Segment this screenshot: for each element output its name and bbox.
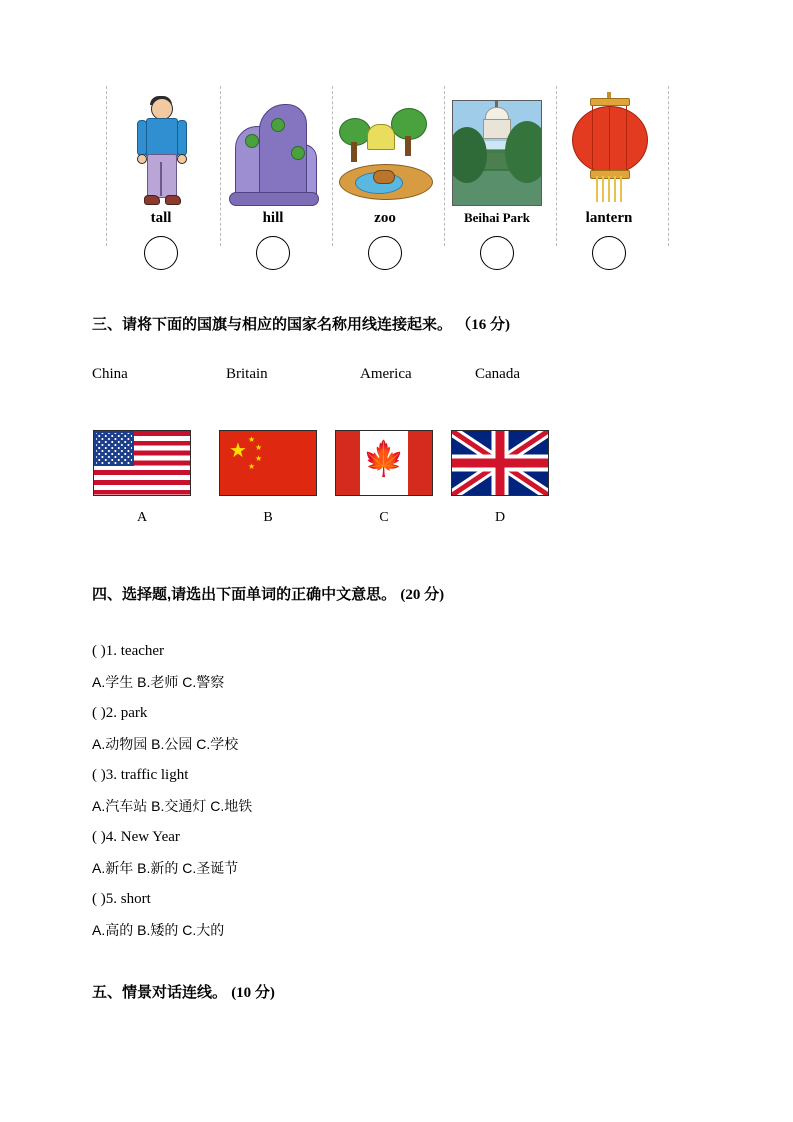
question-prompt-5[interactable]: ( )5. short xyxy=(92,891,151,907)
answer-circle[interactable] xyxy=(144,236,178,270)
country-name-row xyxy=(92,366,702,388)
country-name-china[interactable]: China xyxy=(92,366,128,382)
question-prompt-3[interactable]: ( )3. traffic light xyxy=(92,767,189,783)
question-prompt-4[interactable]: ( )4. New Year xyxy=(92,829,180,845)
section-four-heading-text: 四、选择题,请选出下面单词的正确中文意思。 xyxy=(92,586,397,603)
question-prompt-2[interactable]: ( )2. park xyxy=(92,705,148,721)
picture-word-exercise xyxy=(108,86,678,281)
lantern-icon xyxy=(556,86,662,206)
section-four-heading xyxy=(92,583,444,604)
hill-icon xyxy=(220,86,326,206)
picture-item-beihai-park xyxy=(444,86,550,281)
section-three-heading xyxy=(92,313,510,334)
uk-flag-icon[interactable] xyxy=(451,430,549,496)
question-prompt-1[interactable]: ( )1. teacher xyxy=(92,643,165,659)
flag-item-d[interactable] xyxy=(442,430,558,526)
country-name-america[interactable]: America xyxy=(360,366,412,382)
picture-word-label: zoo xyxy=(374,210,396,226)
section-three-points: （16 分) xyxy=(456,317,510,333)
usa-flag-icon[interactable] xyxy=(93,430,191,496)
picture-item-zoo xyxy=(332,86,438,281)
picture-word-label: hill xyxy=(262,210,284,226)
multiple-choice-list xyxy=(92,636,692,946)
flag-item-c[interactable] xyxy=(326,430,442,526)
zoo-icon xyxy=(332,86,438,206)
flag-letter-c: C xyxy=(379,510,389,525)
flag-letter-d: D xyxy=(494,510,506,525)
section-three-heading-text: 三、请将下面的国旗与相应的国家名称用线连接起来。 xyxy=(92,316,453,333)
picture-item-hill xyxy=(220,86,326,281)
answer-circle[interactable] xyxy=(480,236,514,270)
picture-word-label: lantern xyxy=(585,210,633,226)
section-five-points: (10 分) xyxy=(231,985,275,1001)
flag-item-a[interactable] xyxy=(84,430,200,526)
flag-row xyxy=(92,430,702,540)
canada-flag-icon[interactable]: 🍁 xyxy=(335,430,433,496)
section-five-heading xyxy=(92,981,275,1002)
country-name-canada[interactable]: Canada xyxy=(475,366,520,382)
question-options-4[interactable]: A.新年 B.新的 C.圣诞节 xyxy=(92,860,239,876)
answer-circle[interactable] xyxy=(592,236,626,270)
flag-letter-b: B xyxy=(263,510,273,525)
section-five-heading-text: 五、情景对话连线。 xyxy=(92,984,228,1001)
country-name-britain[interactable]: Britain xyxy=(226,366,268,382)
picture-word-label: tall xyxy=(150,210,172,226)
question-options-3[interactable]: A.汽车站 B.交通灯 C.地铁 xyxy=(92,798,253,814)
question-options-1[interactable]: A.学生 B.老师 C.警察 xyxy=(92,674,225,690)
beihai-park-photo-icon xyxy=(444,86,550,206)
answer-circle[interactable] xyxy=(256,236,290,270)
flag-item-b[interactable] xyxy=(210,430,326,526)
section-four-points: (20 分) xyxy=(400,587,445,603)
china-flag-icon[interactable]: ★ ★ ★ ★ ★ xyxy=(219,430,317,496)
flag-letter-a: A xyxy=(136,510,148,525)
question-options-2[interactable]: A.动物园 B.公园 C.学校 xyxy=(92,736,239,752)
picture-word-label: Beihai Park xyxy=(463,210,531,225)
answer-circle[interactable] xyxy=(368,236,402,270)
question-options-5[interactable]: A.高的 B.矮的 C.大的 xyxy=(92,922,225,938)
picture-item-lantern xyxy=(556,86,662,281)
boy-icon xyxy=(108,86,214,206)
picture-item-tall xyxy=(108,86,214,281)
